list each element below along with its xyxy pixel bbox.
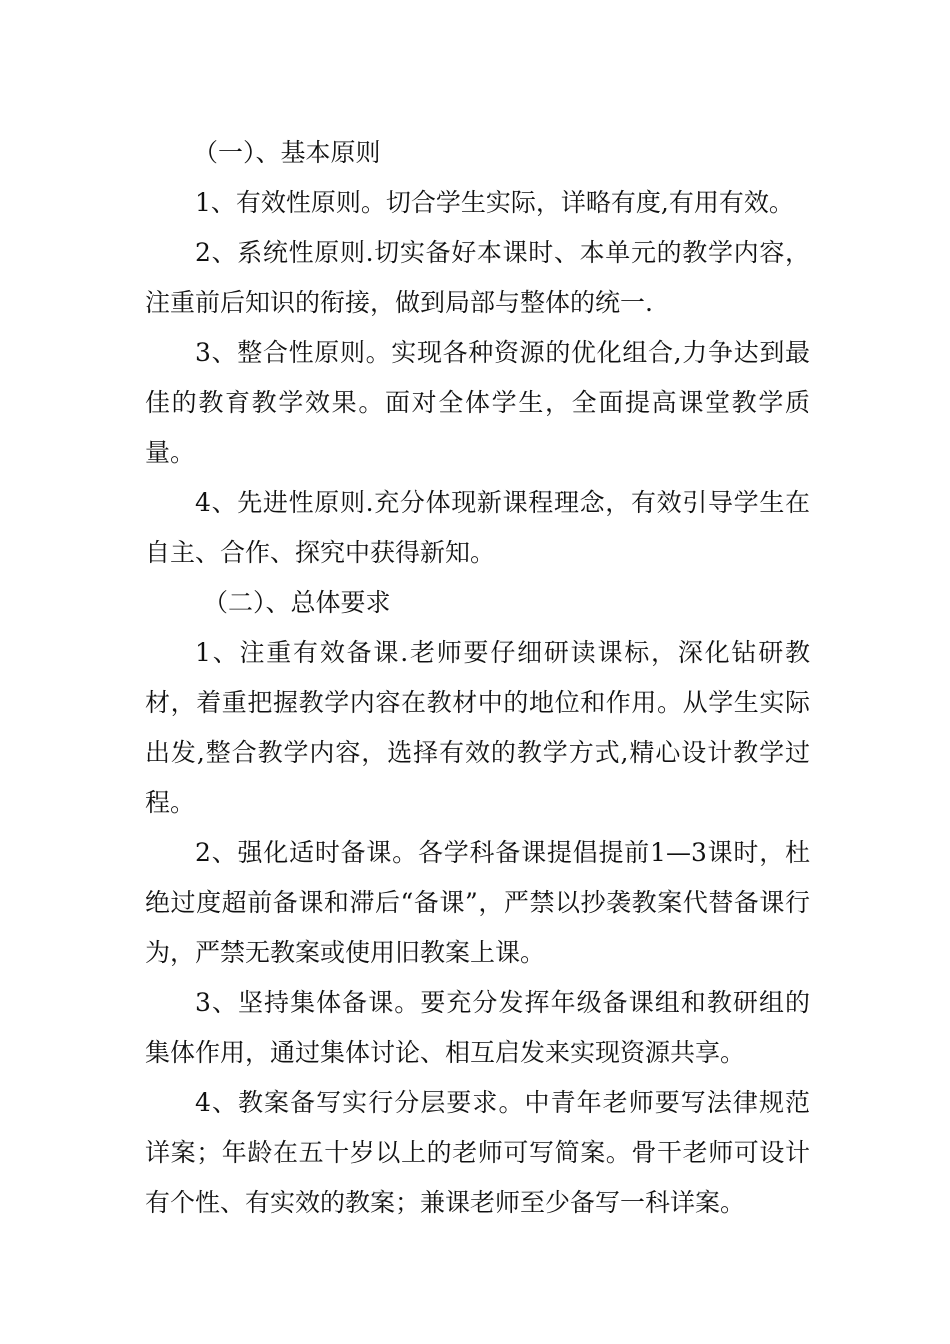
requirement-tiered-lesson-plans: 4、教案备写实行分层要求。中青年老师要写法律规范详案；年龄在五十岁以上的老师可写简案。骨干老师可设计有个性、有实效的教案；兼课老师至少备写一科详案。: [145, 1088, 810, 1217]
requirement-effective-preparation: 1、注重有效备课.老师要仔细研读课标，深化钻研教材，着重把握教学内容在教材中的地位和作用。从学生实际出发,整合教学内容，选择有效的教学方式,精心设计教学过程。: [145, 638, 810, 817]
section-heading-basic-principles: （一）、基本原则: [193, 138, 381, 167]
principle-advanced: 4、先进性原则.充分体现新课程理念，有效引导学生在自主、合作、探究中获得新知。: [145, 488, 810, 567]
document-body: [145, 128, 810, 1228]
principle-integration: 3、整合性原则。实现各种资源的优化组合,力争达到最佳的教育教学效果。面对全体学生，全面提高课堂教学质量。: [145, 338, 810, 467]
section-heading-general-requirements: （二）、总体要求: [203, 588, 391, 617]
requirement-collective-preparation: 3、坚持集体备课。要充分发挥年级备课组和教研组的集体作用，通过集体讨论、相互启发来实现资源共享。: [145, 988, 810, 1067]
requirement-timely-preparation: 2、强化适时备课。各学科备课提倡提前1—3课时，杜绝过度超前备课和滞后“备课”，严禁以抄袭教案代替备课行为，严禁无教案或使用旧教案上课。: [145, 838, 810, 967]
principle-effectiveness: 1、有效性原则。切合学生实际，详略有度,有用有效。: [195, 188, 794, 217]
principle-systematic: 2、系统性原则.切实备好本课时、本单元的教学内容，注重前后知识的衔接，做到局部与整体的统一.: [145, 238, 810, 317]
